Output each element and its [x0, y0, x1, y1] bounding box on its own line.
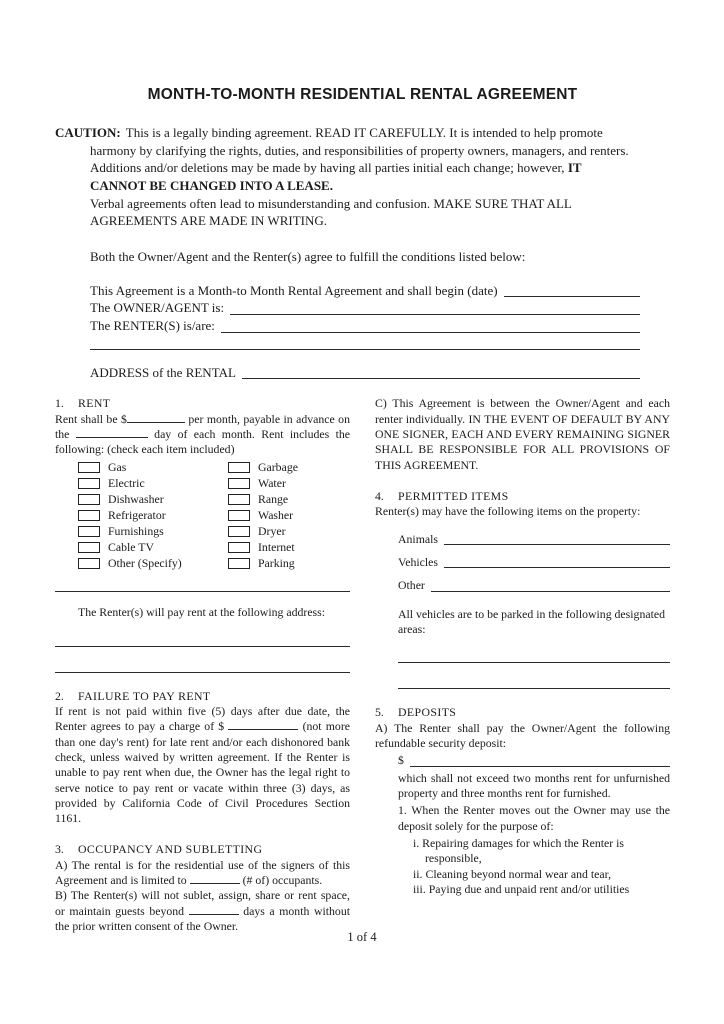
checkbox-label-cable-tv: Cable TV	[108, 539, 154, 554]
begin-date-label: This Agreement is a Month-to Month Rental Agreement and shall begin (date)	[90, 282, 498, 298]
other-specify-field[interactable]	[55, 577, 350, 592]
rent-includes-checkbox-grid	[78, 461, 350, 571]
failure-text-2: (not more than one day's rent) for late rent and/or each dishonored bank check, unless waived by written agreement. If the Renter is unable to pay rent when due, the Owner has the legal right to serve notice to pay rent or vacate within three (3) days, as provided by California Code of Civil Procedures Section 1161.	[55, 719, 350, 826]
occupancy-clause-b	[55, 888, 350, 934]
rent-intro-text-1: Rent shall be $	[55, 411, 127, 426]
checkbox-item	[78, 557, 228, 571]
owner-agent-field[interactable]	[230, 314, 640, 315]
checkbox-label-gas: Gas	[108, 459, 127, 474]
rent-intro-text-2: per month, payable in advance on the	[55, 411, 350, 442]
parking-area-field-2[interactable]	[398, 674, 670, 689]
agree-line: Both the Owner/Agent and the Renter(s) agree to fulfill the conditions listed below:	[90, 249, 526, 265]
deposit-purpose-item: iii. Paying due and unpaid rent and/or utilities	[413, 881, 630, 896]
checkbox-refrigerator[interactable]	[78, 510, 100, 521]
page-number: 1 of 4	[347, 930, 377, 944]
caution-label: CAUTION:	[55, 125, 121, 140]
pay-address-field-1[interactable]	[55, 632, 350, 647]
section-permitted-heading: PERMITTED ITEMS	[398, 489, 509, 504]
section-failure-heading: FAILURE TO PAY RENT	[78, 688, 211, 703]
checkbox-label-parking: Parking	[258, 555, 295, 570]
checkbox-furnishings[interactable]	[78, 526, 100, 537]
checkbox-washer[interactable]	[228, 510, 250, 521]
occupancy-clause-a	[55, 858, 350, 889]
document-title: MONTH-TO-MONTH RESIDENTIAL RENTAL AGREEMENT	[147, 86, 578, 103]
checkbox-dryer[interactable]	[228, 526, 250, 537]
animals-label: Animals	[398, 531, 438, 546]
caution-text: This is a legally binding agreement. READ IT CAREFULLY. It is intended to help promote harmony by clarifying the rights, duties, and responsibilities of property owners, managers, and renters. Additions and/or deletions may be made by having all parties initial each change; however,	[90, 125, 629, 176]
rental-address-row	[90, 364, 640, 382]
renter-field[interactable]	[221, 332, 640, 333]
checkbox-label-electric: Electric	[108, 475, 145, 490]
checkbox-item	[78, 477, 228, 491]
rental-address-label: ADDRESS of the RENTAL	[90, 364, 236, 380]
section-rent-heading: RENT	[78, 396, 111, 411]
guest-days-field[interactable]	[189, 905, 239, 915]
intro-block	[55, 124, 640, 381]
section-occupancy-heading-row	[55, 842, 350, 857]
checkbox-label-internet: Internet	[258, 539, 295, 554]
checkbox-item	[228, 461, 350, 475]
checkbox-item	[228, 557, 350, 571]
deposit-purpose-item: i. Repairing damages for which the Renter is responsible,	[413, 835, 624, 866]
begin-date-field[interactable]	[504, 296, 640, 297]
owner-agent-label: The OWNER/AGENT is:	[90, 300, 225, 316]
failure-paragraph	[55, 704, 350, 827]
checkbox-label-water: Water	[258, 475, 286, 490]
section-failure-to-pay-rent	[55, 689, 350, 827]
checkbox-label-dryer: Dryer	[258, 523, 286, 538]
deposit-amount-row	[398, 753, 670, 768]
failure-text-1: If rent is not paid within five (5) days after due date, the Renter agrees to pay a charge of $	[55, 703, 350, 734]
agreement-fields-block	[90, 282, 640, 350]
section-rent-heading-row	[55, 396, 350, 411]
caution-verbal-paragraph: Verbal agreements often lead to misunderstanding and confusion. MAKE SURE THAT ALL AGREEMENTS ARE MADE IN WRITING.	[90, 195, 572, 229]
occupancy-a-text-2: (# of) occupants.	[242, 873, 323, 888]
rent-intro-text-3: day of each month. Rent includes the following: (check each item included)	[55, 427, 350, 457]
renter-label: The RENTER(S) is/are:	[90, 318, 215, 334]
deposit-purposes-list	[413, 836, 670, 897]
section-permitted-number: 4.	[375, 489, 384, 504]
checkbox-label-furnishings: Furnishings	[108, 523, 164, 538]
occupancy-a-text-1: A) The rental is for the residential use of the signers of this Agreement and is limited to	[55, 857, 350, 888]
checkbox-parking[interactable]	[228, 558, 250, 569]
section-deposits-heading: DEPOSITS	[398, 705, 457, 720]
parking-areas-label: All vehicles are to be parked in the following designated areas:	[398, 606, 665, 636]
renter-continuation-field[interactable]	[90, 335, 640, 350]
section-failure-heading-row	[55, 689, 350, 704]
section-failure-number: 2.	[55, 688, 64, 703]
checkbox-label-refrigerator: Refrigerator	[108, 507, 166, 522]
permitted-intro: Renter(s) may have the following items on the property:	[375, 504, 641, 519]
other-items-field[interactable]	[431, 591, 670, 592]
occupants-count-field[interactable]	[190, 874, 240, 884]
checkbox-gas[interactable]	[78, 462, 100, 473]
checkbox-item	[78, 493, 228, 507]
checkbox-other-specify[interactable]	[78, 558, 100, 569]
section-occupancy-number: 3.	[55, 842, 64, 857]
checkbox-label-garbage: Garbage	[258, 459, 298, 474]
deposit-purpose-item: ii. Cleaning beyond normal wear and tear,	[413, 866, 612, 881]
right-column	[375, 396, 670, 934]
checkbox-item	[228, 541, 350, 555]
pay-address-field-2[interactable]	[55, 658, 350, 673]
checkbox-label-dishwasher: Dishwasher	[108, 491, 164, 506]
section-occupancy-subletting	[55, 842, 350, 934]
vehicles-label: Vehicles	[398, 555, 438, 570]
checkbox-item	[228, 493, 350, 507]
checkbox-cable-tv[interactable]	[78, 542, 100, 553]
other-items-label: Other	[398, 578, 425, 593]
checkbox-internet[interactable]	[228, 542, 250, 553]
checkbox-water[interactable]	[228, 478, 250, 489]
checkbox-range[interactable]	[228, 494, 250, 505]
caution-bold-text: IT CANNOT BE CHANGED INTO A LEASE.	[90, 160, 582, 194]
section-rent-number: 1.	[55, 396, 64, 411]
checkbox-label-range: Range	[258, 491, 289, 506]
deposits-use-intro: 1. When the Renter moves out the Owner may use the deposit solely for the purpose of:	[398, 803, 670, 833]
pay-address-label: The Renter(s) will pay rent at the following address:	[78, 605, 326, 620]
section-deposits	[375, 705, 670, 897]
owner-agent-row	[90, 299, 640, 317]
checkbox-dishwasher[interactable]	[78, 494, 100, 505]
animals-field[interactable]	[444, 544, 670, 545]
occupancy-b-text-1: B) The Renter(s) will not sublet, assign, share or rent space, or maintain guests beyond	[55, 888, 350, 918]
deposits-clause-a: A) The Renter shall pay the Owner/Agent the following refundable security deposit:	[375, 720, 670, 750]
rent-intro-paragraph	[55, 412, 350, 458]
section-permitted-items	[375, 489, 670, 689]
rent-amount-field[interactable]	[127, 413, 185, 423]
rent-due-day-field[interactable]	[76, 428, 148, 438]
checkbox-item	[228, 509, 350, 523]
section-deposits-heading-row	[375, 705, 670, 720]
two-column-body	[55, 396, 670, 934]
checkbox-item	[78, 461, 228, 475]
section-occupancy-heading: OCCUPANCY AND SUBLETTING	[78, 842, 263, 857]
checkbox-item	[228, 477, 350, 491]
begin-date-row	[90, 282, 640, 300]
other-items-row	[398, 578, 670, 593]
deposit-amount-field[interactable]	[410, 766, 670, 767]
checkbox-item	[78, 541, 228, 555]
late-charge-field[interactable]	[228, 720, 298, 730]
section-rent	[55, 396, 350, 672]
dollar-sign-label: $	[398, 753, 404, 768]
checkbox-item	[228, 525, 350, 539]
renter-row	[90, 317, 640, 335]
animals-row	[398, 532, 670, 547]
checkbox-item	[78, 509, 228, 523]
deposits-limit-text: which shall not exceed two months rent for unfurnished property and three months rent for furnished.	[398, 770, 670, 800]
left-column	[55, 396, 350, 934]
checkbox-label-other-specify: Other (Specify)	[108, 555, 182, 570]
checkbox-item	[78, 525, 228, 539]
section-deposits-number: 5.	[375, 705, 384, 720]
rental-address-field[interactable]	[242, 378, 640, 379]
checkbox-label-washer: Washer	[258, 507, 294, 522]
checkbox-garbage[interactable]	[228, 462, 250, 473]
caution-paragraph	[55, 124, 640, 195]
occupancy-b-text-2: days a month without the prior written consent of the Owner.	[55, 903, 350, 934]
section-permitted-heading-row	[375, 489, 670, 504]
occupancy-clause-c: C) This Agreement is between the Owner/Agent and each renter individually. IN THE EVENT OF DEFAULT BY ANY ONE SIGNER, EACH AND EVERY REMAINING SIGNER SHALL BE RESPONSIBLE FOR ALL PROVISIONS OF THIS AGREEMENT.	[375, 396, 670, 472]
vehicles-row	[398, 555, 670, 570]
vehicles-field[interactable]	[444, 567, 670, 568]
parking-area-field-1[interactable]	[398, 648, 670, 663]
checkbox-electric[interactable]	[78, 478, 100, 489]
